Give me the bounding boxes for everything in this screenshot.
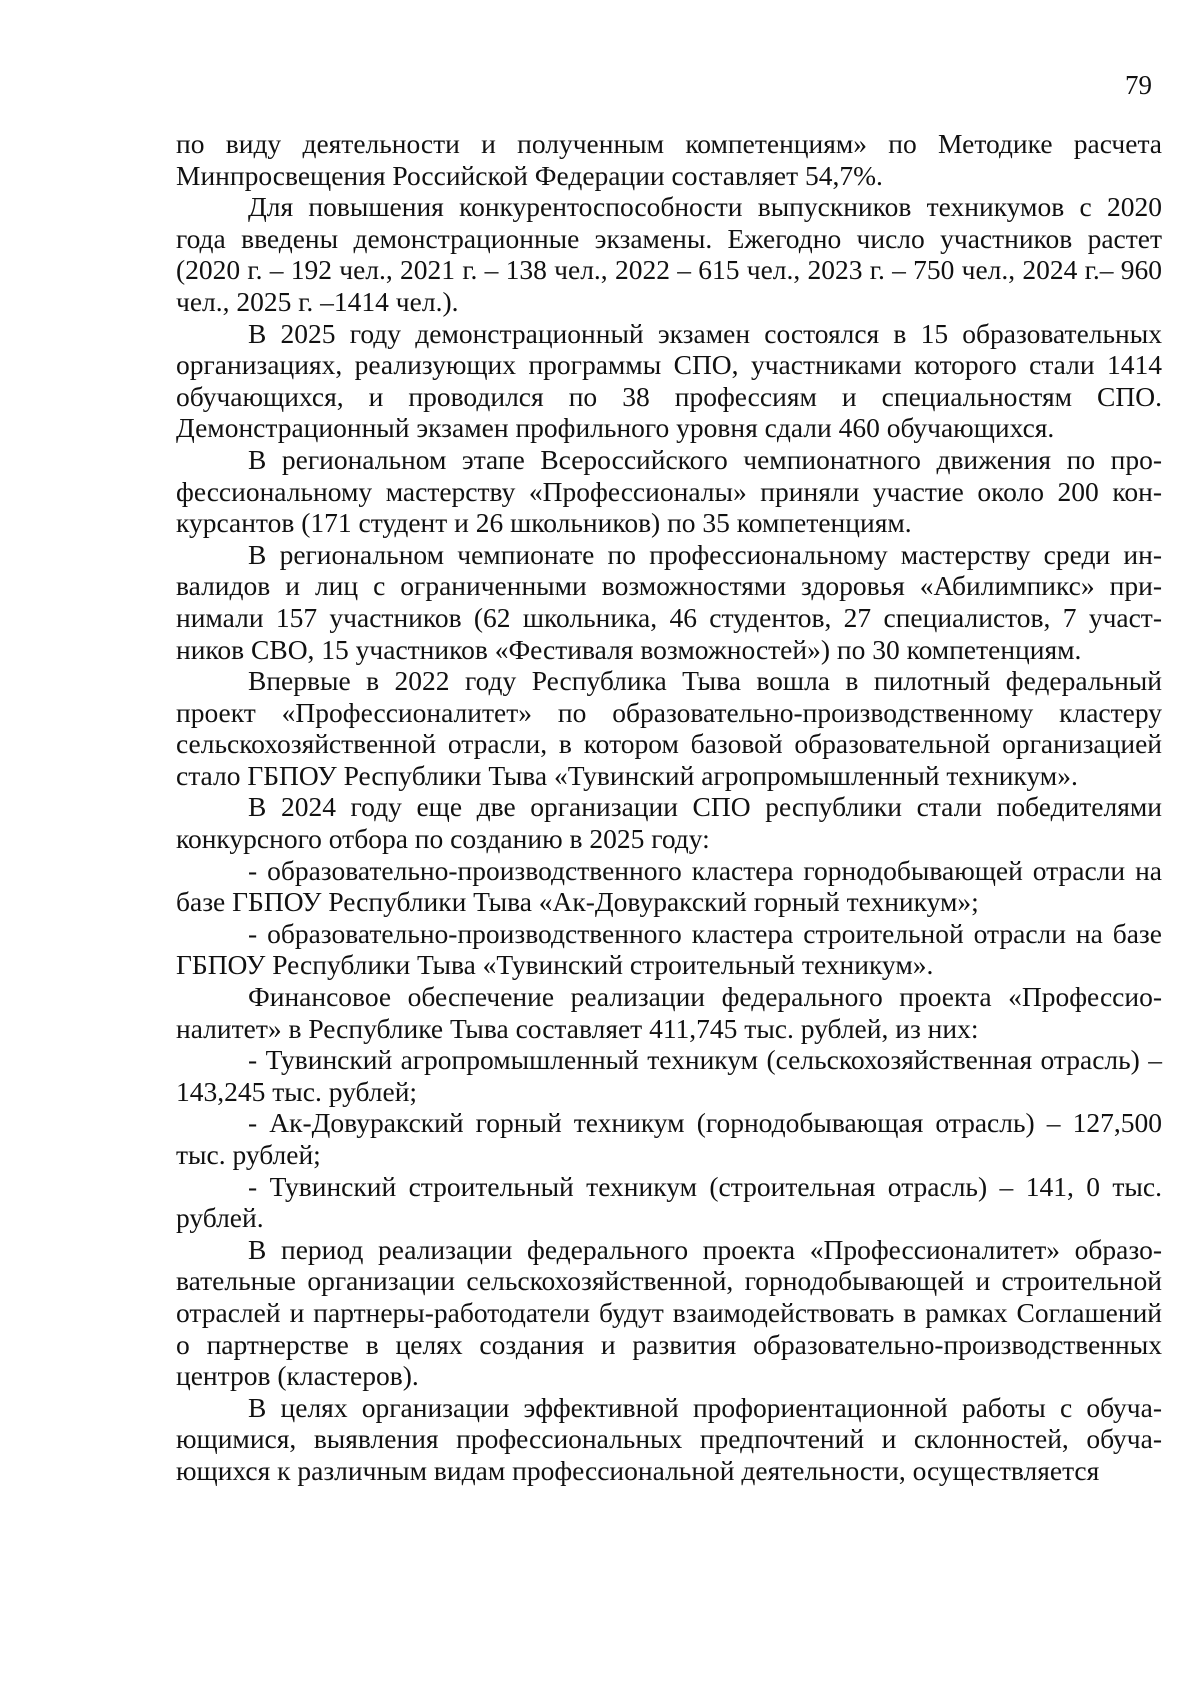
paragraph: Для повышения конкурентоспособности выпускников техникумов с 2020 года введены демонстрационные экзамены. Ежегодно число участников растет (2020 г. – 192 чел., 2021 г. – 138 чел., 2022 – 615 чел., 2023 г. – 750 чел., 2024 г.– 960 чел., 2025 г. –1414 чел.). [176,191,1162,317]
list-item: - образовательно-производственного кластера строительной отрасли на базе ГБПОУ Республики Тыва «Тувинский строительный техникум». [176,917,1162,981]
paragraph: В региональном чемпионате по профессиональному мастерству среди инвалидов и лиц с ограниченными возможностями здоровья «Абилимпикс» принимали 157 участников (62 школьника, 46 студентов, 27 специалистов, 7 участников СВО, 15 участников «Фестиваля возможностей») по 30 компетенциям. [176,538,1162,665]
paragraph: В целях организации эффективной профориентационной работы с обучающимися, выявления профессиональных предпочтений и склонностей, обучающихся к различным видам профессиональной деятельности, осуществляется [176,1391,1162,1486]
document-body [176,128,1162,1487]
list-item: - Тувинский строительный техникум (строительная отрасль) – 141, 0 тыс. рублей. [176,1170,1162,1234]
list-item: - Тувинский агропромышленный техникум (сельскохозяйственная отрасль) – 143,245 тыс. рублей; [176,1044,1162,1107]
paragraph: В период реализации федерального проекта «Профессионалитет» образовательные организации сельскохозяйственной, горнодобывающей и строительной отраслей и партнеры-работодатели будут взаимодействовать в рамках Соглашений о партнерстве в целях создания и развития образовательно-производственных центров (кластеров). [176,1233,1162,1392]
paragraph: по виду деятельности и полученным компетенциям» по Методике расчета Минпросвещения Российской Федерации составляет 54,7%. [176,128,1162,191]
page-number: 79 [1125,70,1152,100]
paragraph: В региональном этапе Всероссийского чемпионатного движения по профессиональному мастерству «Профессионалы» приняли участие около 200 конкурсантов (171 студент и 26 школьников) по 35 компетенциям. [176,443,1162,539]
paragraph: В 2025 году демонстрационный экзамен состоялся в 15 образовательных организациях, реализующих программы СПО, участниками которого стали 1414 обучающихся, и проводился по 38 профессиям и специальностям СПО. Демонстрационный экзамен профильного уровня сдали 460 обучающихся. [176,317,1162,444]
paragraph: Финансовое обеспечение реализации федерального проекта «Профессионалитет» в Республике Тыва составляет 411,745 тыс. рублей, из них: [176,981,1162,1044]
list-item: - Ак-Довуракский горный техникум (горнодобывающая отрасль) – 127,500 тыс. рублей; [176,1107,1162,1170]
paragraph: В 2024 году еще две организации СПО республики стали победителями конкурсного отбора по созданию в 2025 году: [176,791,1162,855]
paragraph: Впервые в 2022 году Республика Тыва вошла в пилотный федеральный проект «Профессионалитет» по образовательно-производственному кластеру сельскохозяйственной отрасли, в котором базовой образовательной организацией стало ГБПОУ Республики Тыва «Тувинский агропромышленный техникум». [176,665,1162,791]
list-item: - образовательно-производственного кластера горнодобывающей отрасли на базе ГБПОУ Республики Тыва «Ак-Довуракский горный техникум»; [176,854,1162,918]
